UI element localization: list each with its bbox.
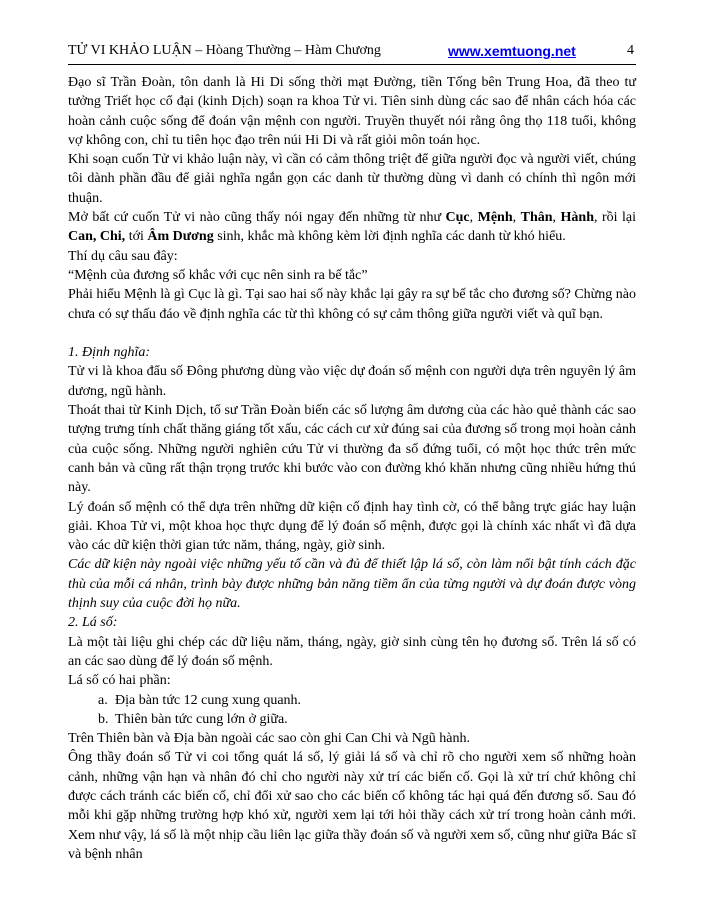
text-run: Mở bất cứ cuốn Tử vi nào cũng thấy nói ngay đến những từ như (68, 210, 446, 226)
intro-paragraph-6: Phải hiểu Mệnh là gì Cục là gì. Tại sao hai số này khắc lại gây ra sự bế tắc cho đương số? Chừng nào chưa có sự thấu đáo về định nghĩa các từ thì không có sự cảm thông giữa người viết và quĩ bạn. (68, 287, 636, 322)
section-2-paragraph-2: Lá số có hai phần: (68, 673, 171, 689)
document-page (68, 40, 636, 864)
header-website-link[interactable]: www.xemtuong.net (448, 43, 576, 59)
list-marker: b. (98, 711, 109, 727)
section-2-heading (68, 613, 636, 632)
header-title: TỬ VI KHẢO LUẬN – Hòang Thường – Hàm Chương (68, 43, 381, 58)
list-item-text: Thiên bàn tức cung lớn ở giữa. (115, 711, 288, 727)
section-1-paragraph-4 (68, 555, 636, 613)
section-2-paragraph-4: Ông thầy đoán số Tử vi coi tổng quát lá số, lý giải lá số và chỉ rõ cho người xem số những hoàn cảnh, những vận hạn và nhân đó chỉ cho người này xử trí các biến cố. Gọi là xử trí chứ không chỉ được cách tránh các biến cố, chỉ đổi xử sao cho các biến cố không tác hại quá đến đương số. Sau đó mỗi khi gặp những trường hợp khó xử, người xem lại tới hỏi thầy cách xử trí trong hoàn cảnh mới. Xem như vậy, lá số là một nhịp cầu liên lạc giữa thầy đoán số và người xem số, cũng như giữa Bác sĩ và bệnh nhân (68, 750, 636, 862)
intro-paragraph-1: Đạo sĩ Trần Đoàn, tôn danh là Hi Di sống thời mạt Đường, tiền Tống bên Trung Hoa, đã theo tư tưởng Triết học cổ đại (kinh Dịch) soạn ra khoa Tử vi. Tiên sinh dùng các sao để nhân cách hóa các hoàn cảnh cuộc sống để đoán vận mệnh con người. Truyền thuyết nói rằng ông thọ 118 tuổi, không vợ không con, chỉ tu tiên học đạo trên núi Hi Di và rất giỏi môn toán học. (68, 75, 636, 148)
text-run: sinh, khắc mà không kèm lời định nghĩa các danh từ khó hiểu. (213, 229, 566, 245)
section-2-paragraph-1: Là một tài liệu ghi chép các dữ liệu năm, tháng, ngày, giờ sinh cùng tên họ đương số. Trên lá số có an các sao dùng để lý đoán số mệnh. (68, 634, 636, 669)
document-body (68, 73, 636, 864)
intro-paragraph-3 (68, 208, 636, 247)
chart-parts-list (68, 691, 636, 730)
term-cuc: Cục (445, 210, 470, 226)
text-run: , rồi lại (593, 210, 636, 226)
term-than: Thân (520, 210, 553, 226)
text-run: , (512, 210, 521, 226)
section-1-heading (68, 343, 636, 362)
list-marker: a. (98, 692, 108, 708)
term-am-duong: Âm Dương (147, 229, 214, 245)
intro-paragraph-4: Thí dụ câu sau đây: (68, 248, 178, 264)
text-run: , (552, 210, 561, 226)
text-run: tới (125, 229, 148, 245)
section-1-paragraph-3: Lý đoán số mệnh có thể dựa trên những dữ kiện cố định hay tình cờ, có thể bằng trực giác hay luận giải. Khoa Tử vi, một khoa học thực dụng để lý đoán số mệnh, được gọi là chính xác nhất vì đã dựa vào các dữ kiện thời gian tức năm, tháng, ngày, giờ sinh. (68, 499, 636, 554)
section-1-heading-text: 1. Định nghĩa: (68, 345, 151, 361)
term-hanh: Hành (560, 210, 594, 226)
page-header (68, 40, 636, 65)
intro-paragraph-2: Khi soạn cuốn Tử vi khảo luận này, vì cần có cảm thông triệt để giữa người đọc và người viết, chúng tôi dành phần đầu để giải nghĩa ngắn gọn các danh từ thường dùng vì danh có chính thì ngôn mới thuận. (68, 152, 636, 206)
text-run: , (469, 210, 478, 226)
spacer (68, 324, 636, 343)
example-quote: “Mệnh của đương số khắc với cục nên sinh ra bế tắc” (68, 267, 368, 283)
section-2-heading-text: 2. Lá số: (68, 615, 118, 631)
section-1-italic-text: Các dữ kiện này ngoài việc những yếu tố cần và đủ để thiết lập lá số, còn làm nổi bật tính cách đặc thù của mỗi cá nhân, trình bày được những bản năng tiềm ẩn của từng người và dự đoán được vòng thịnh suy của cuộc đời họ nữa. (68, 557, 636, 612)
page-number: 4 (627, 43, 634, 58)
term-can-chi: Can, Chi, (68, 229, 126, 245)
section-1-paragraph-2: Thoát thai từ Kinh Dịch, tổ sư Trần Đoàn biến các số lượng âm dương của các hào quẻ thành các sao tượng trưng tính chất thăng giáng tốt xấu, các cách cư xử đúng sai của đương số trong mọi hoàn cảnh của cuộc sống. Những người nghiên cứu Tử vi thường đa số đứng tuổi, có một học thức trên mức canh bản và cũng rất thận trọng trước khi bước vào con đường khó khăn nhưng cũng nhiều hứng thú này. (68, 403, 636, 496)
section-2-paragraph-3: Trên Thiên bàn và Địa bàn ngoài các sao còn ghi Can Chi và Ngũ hành. (68, 731, 471, 747)
list-item (98, 710, 636, 729)
section-1-paragraph-1: Tử vi là khoa đẩu số Đông phương dùng vào việc dự đoán số mệnh con người dựa trên nguyên lý âm dương, ngũ hành. (68, 364, 636, 399)
list-item (98, 691, 636, 710)
list-item-text: Địa bàn tức 12 cung xung quanh. (115, 692, 302, 708)
term-menh: Mệnh (477, 210, 513, 226)
